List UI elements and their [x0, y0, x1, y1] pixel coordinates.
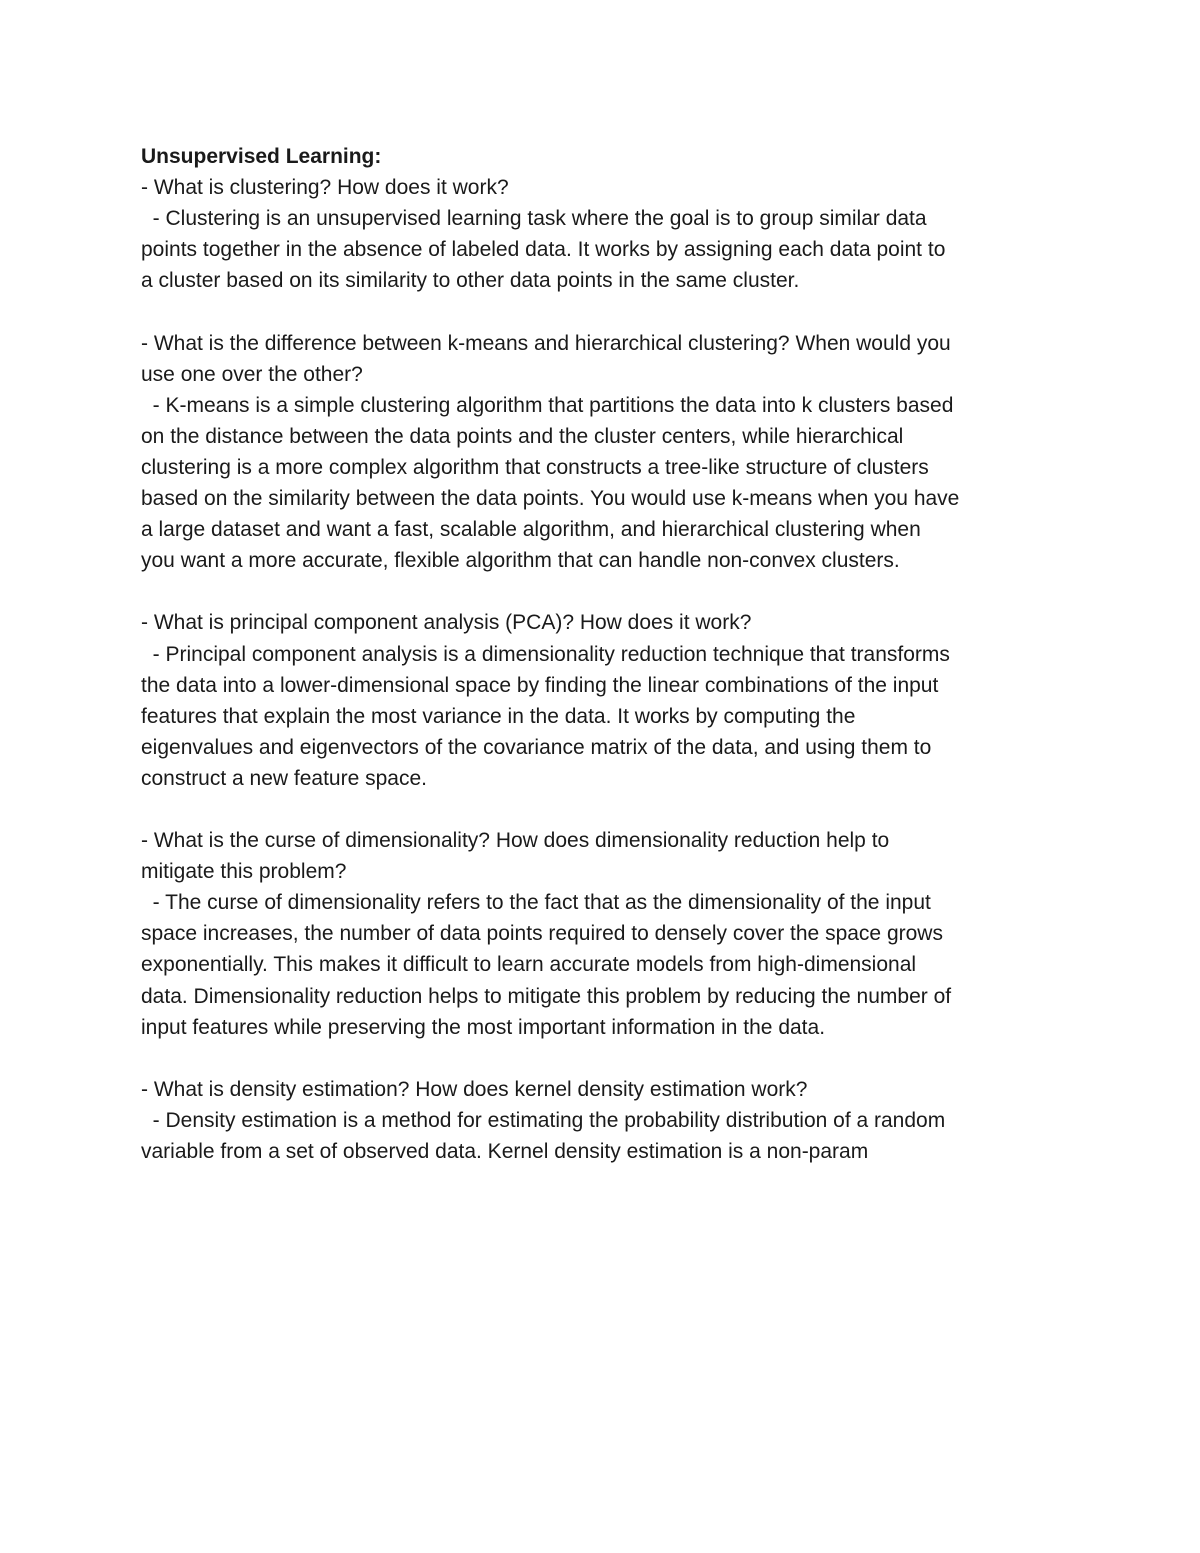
- answer-line: variable from a set of observed data. Kernel density estimation is a non-param: [141, 1140, 869, 1163]
- answer-line: eigenvalues and eigenvectors of the covariance matrix of the data, and using them to: [141, 735, 932, 759]
- answer-line: based on the similarity between the data points. You would use k-means when you have: [141, 487, 960, 511]
- answer-line: clustering is a more complex algorithm that constructs a tree-like structure of clusters: [141, 455, 929, 479]
- paragraph-spacer: [141, 296, 1076, 327]
- answer-line: a large dataset and want a fast, scalable algorithm, and hierarchical clustering when: [141, 518, 921, 542]
- paragraph-spacer: [141, 576, 1076, 607]
- section-curse-of-dimensionality: [141, 825, 1076, 1043]
- section-clustering: [141, 172, 1076, 296]
- answer-line: - Principal component analysis is a dimensionality reduction technique that transforms: [141, 642, 950, 666]
- answer-line: the data into a lower-dimensional space by finding the linear combinations of the input: [141, 673, 939, 697]
- answer-line: - Clustering is an unsupervised learning task where the goal is to group similar data: [141, 207, 927, 231]
- answer-line: a cluster based on its similarity to other data points in the same cluster.: [141, 269, 800, 293]
- question-line: mitigate this problem?: [141, 860, 347, 884]
- answer-line: input features while preserving the most important information in the data.: [141, 1015, 826, 1039]
- answer-line: construct a new feature space.: [141, 766, 427, 790]
- answer-line: features that explain the most variance in the data. It works by computing the: [141, 704, 856, 728]
- question-line: - What is the curse of dimensionality? How does dimensionality reduction help to: [141, 829, 890, 853]
- section-density-estimation: [141, 1074, 1076, 1167]
- question-line: use one over the other?: [141, 362, 363, 386]
- answer-line: exponentially. This makes it difficult to learn accurate models from high-dimensional: [141, 953, 917, 977]
- answer-line: you want a more accurate, flexible algorithm that can handle non-convex clusters.: [141, 549, 900, 573]
- page-heading: Unsupervised Learning:: [141, 145, 382, 168]
- question-line: - What is density estimation? How does kernel density estimation work?: [141, 1077, 808, 1101]
- section-kmeans-vs-hierarchical: [141, 328, 1076, 577]
- paragraph-spacer: [141, 794, 1076, 825]
- paragraph-spacer: [141, 1043, 1076, 1074]
- answer-line: - The curse of dimensionality refers to the fact that as the dimensionality of the input: [141, 891, 931, 915]
- question-line: - What is principal component analysis (PCA)? How does it work?: [141, 611, 752, 635]
- answer-line: on the distance between the data points and the cluster centers, while hierarchical: [141, 424, 904, 448]
- answer-line: - Density estimation is a method for estimating the probability distribution of a random: [141, 1108, 946, 1132]
- document-body: [141, 141, 1076, 1167]
- question-line: - What is clustering? How does it work?: [141, 176, 509, 200]
- answer-line: - K-means is a simple clustering algorithm that partitions the data into k clusters based: [141, 393, 954, 417]
- question-line: - What is the difference between k-means and hierarchical clustering? When would you: [141, 331, 951, 355]
- answer-line: data. Dimensionality reduction helps to mitigate this problem by reducing the number of: [141, 984, 952, 1008]
- answer-line: space increases, the number of data points required to densely cover the space grows: [141, 922, 943, 946]
- section-pca: [141, 607, 1076, 794]
- answer-line: points together in the absence of labeled data. It works by assigning each data point to: [141, 238, 946, 262]
